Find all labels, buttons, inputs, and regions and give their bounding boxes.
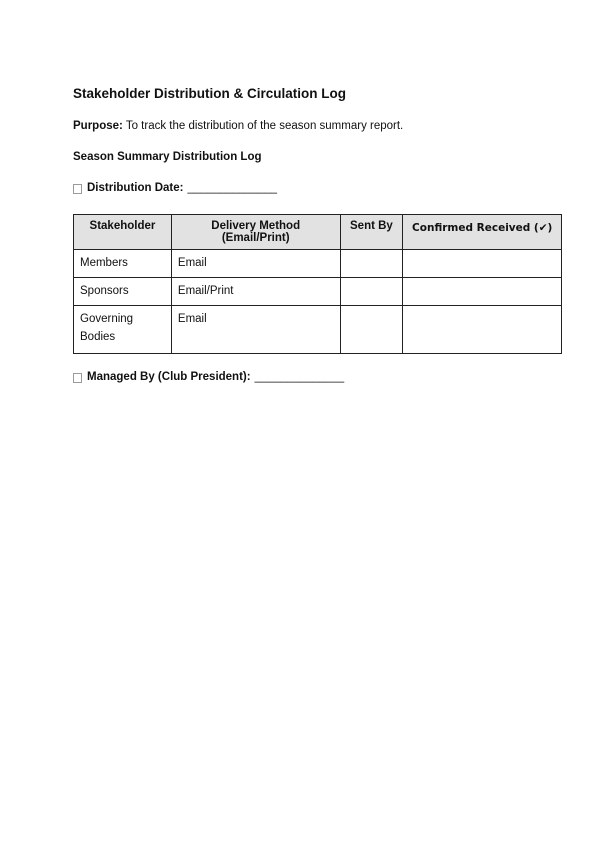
purpose-text: To track the distribution of the season summary report. bbox=[125, 120, 404, 132]
cell-sent-by[interactable] bbox=[340, 250, 403, 278]
header-stakeholder: Stakeholder bbox=[74, 215, 172, 250]
distribution-date-field bbox=[73, 182, 277, 194]
purpose-line bbox=[73, 120, 403, 132]
managed-by-field bbox=[73, 371, 344, 383]
table-row bbox=[74, 278, 562, 306]
purpose-label: Purpose: bbox=[73, 120, 123, 132]
cell-sent-by[interactable] bbox=[340, 278, 403, 306]
managed-by-label: Managed By (Club President): bbox=[87, 371, 251, 383]
cell-confirmed-received[interactable] bbox=[403, 250, 562, 278]
cell-sent-by[interactable] bbox=[340, 306, 403, 354]
cell-confirmed-received[interactable] bbox=[403, 278, 562, 306]
header-delivery-method: Delivery Method (Email/Print) bbox=[171, 215, 340, 250]
table-header-row bbox=[74, 215, 562, 250]
section-heading: Season Summary Distribution Log bbox=[73, 151, 262, 163]
distribution-date-label: Distribution Date: bbox=[87, 182, 184, 194]
cell-delivery-method: Email/Print bbox=[171, 278, 340, 306]
cell-stakeholder: Governing Bodies bbox=[74, 306, 172, 354]
cell-stakeholder: Sponsors bbox=[74, 278, 172, 306]
cell-delivery-method: Email bbox=[171, 306, 340, 354]
checkbox-icon[interactable] bbox=[73, 373, 82, 383]
cell-confirmed-received[interactable] bbox=[403, 306, 562, 354]
distribution-log-table bbox=[73, 214, 562, 354]
header-confirmed-received: Confirmed Received (✔) bbox=[403, 215, 562, 250]
distribution-date-blank[interactable]: ______________ bbox=[187, 182, 278, 194]
table-row bbox=[74, 250, 562, 278]
table-row bbox=[74, 306, 562, 354]
cell-delivery-method: Email bbox=[171, 250, 340, 278]
checkbox-icon[interactable] bbox=[73, 184, 82, 194]
managed-by-blank[interactable]: ______________ bbox=[254, 371, 345, 383]
header-sent-by: Sent By bbox=[340, 215, 403, 250]
page-title: Stakeholder Distribution & Circulation Log bbox=[73, 86, 347, 101]
cell-stakeholder: Members bbox=[74, 250, 172, 278]
